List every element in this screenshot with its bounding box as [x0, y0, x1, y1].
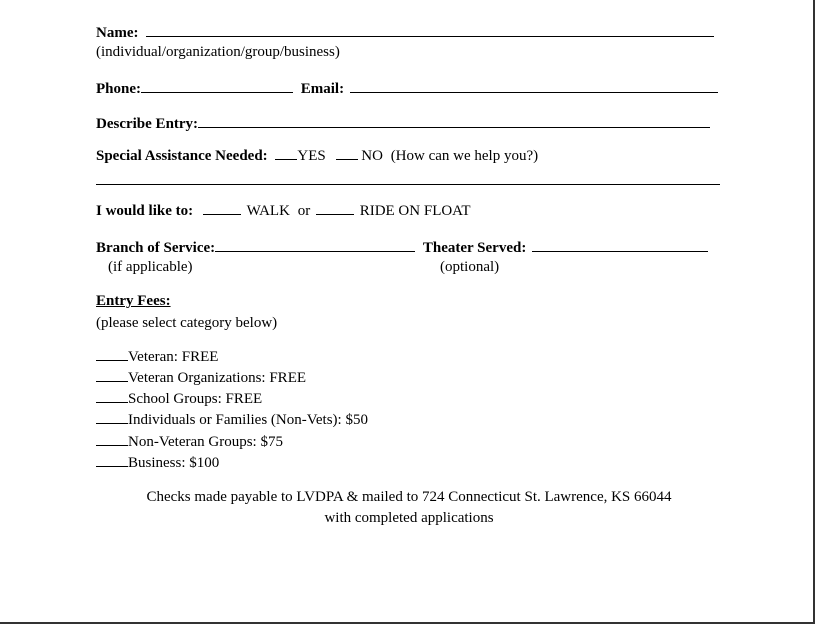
or-text: or	[297, 203, 311, 219]
assist-help-text: (How can we help you?)	[390, 148, 539, 164]
assistance-help-field[interactable]	[96, 184, 720, 185]
assist-yes-blank[interactable]	[275, 147, 297, 160]
fee-item-veteran-orgs	[96, 369, 306, 387]
fee-label: Non-Veteran Groups: $75	[128, 434, 283, 450]
fee-label: School Groups: FREE	[128, 391, 263, 407]
assist-no-label: NO	[361, 148, 383, 164]
assist-yes-label: YES	[297, 148, 326, 164]
participation-row	[96, 202, 471, 220]
branch-field[interactable]	[215, 237, 415, 252]
walk-blank[interactable]	[203, 202, 241, 215]
fee-blank[interactable]	[96, 390, 128, 403]
fee-blank[interactable]	[96, 348, 128, 361]
fee-blank[interactable]	[96, 433, 128, 446]
describe-label: Describe Entry:	[96, 116, 199, 132]
fee-item-school	[96, 390, 262, 408]
phone-field[interactable]	[141, 78, 293, 93]
fee-item-business	[96, 454, 219, 472]
name-field[interactable]	[146, 22, 714, 37]
theater-label: Theater Served:	[422, 240, 527, 256]
email-label: Email:	[300, 81, 345, 97]
ride-blank[interactable]	[316, 202, 354, 215]
branch-label: Branch of Service:	[96, 240, 216, 256]
name-row	[96, 22, 714, 42]
fees-heading: Entry Fees:	[96, 293, 171, 309]
assistance-row	[96, 147, 538, 165]
fee-blank[interactable]	[96, 454, 128, 467]
checks-note-line1: Checks made payable to LVDPA & mailed to 724 Connecticut St. Lawrence, KS 66044	[146, 489, 672, 505]
contact-row	[96, 78, 718, 98]
fee-label: Business: $100	[128, 455, 220, 471]
branch-note: (if applicable)	[108, 259, 193, 275]
ride-label: RIDE ON FLOAT	[359, 203, 471, 219]
theater-note: (optional)	[440, 259, 500, 275]
theater-field[interactable]	[532, 237, 708, 252]
name-note: (individual/organization/group/business)	[96, 44, 340, 60]
walk-label: WALK	[246, 203, 290, 219]
describe-row	[96, 113, 710, 133]
fee-blank[interactable]	[96, 411, 128, 424]
fee-label: Individuals or Families (Non-Vets): $50	[128, 412, 368, 428]
checks-note-line2: with completed applications	[324, 510, 494, 526]
phone-label: Phone:	[96, 81, 141, 97]
fee-label: Veteran Organizations: FREE	[128, 370, 307, 386]
fee-label: Veteran: FREE	[128, 349, 219, 365]
name-label: Name:	[96, 25, 139, 41]
fee-blank[interactable]	[96, 369, 128, 382]
like-label: I would like to:	[96, 203, 194, 219]
email-field[interactable]	[350, 78, 718, 93]
service-row	[96, 237, 708, 257]
assist-no-blank[interactable]	[336, 147, 358, 160]
describe-field[interactable]	[198, 113, 710, 128]
fees-note: (please select category below)	[96, 315, 278, 331]
assist-label: Special Assistance Needed:	[96, 148, 268, 164]
fee-item-individuals	[96, 411, 368, 429]
fee-item-nonvet-groups	[96, 433, 283, 451]
fee-item-veteran	[96, 348, 218, 366]
